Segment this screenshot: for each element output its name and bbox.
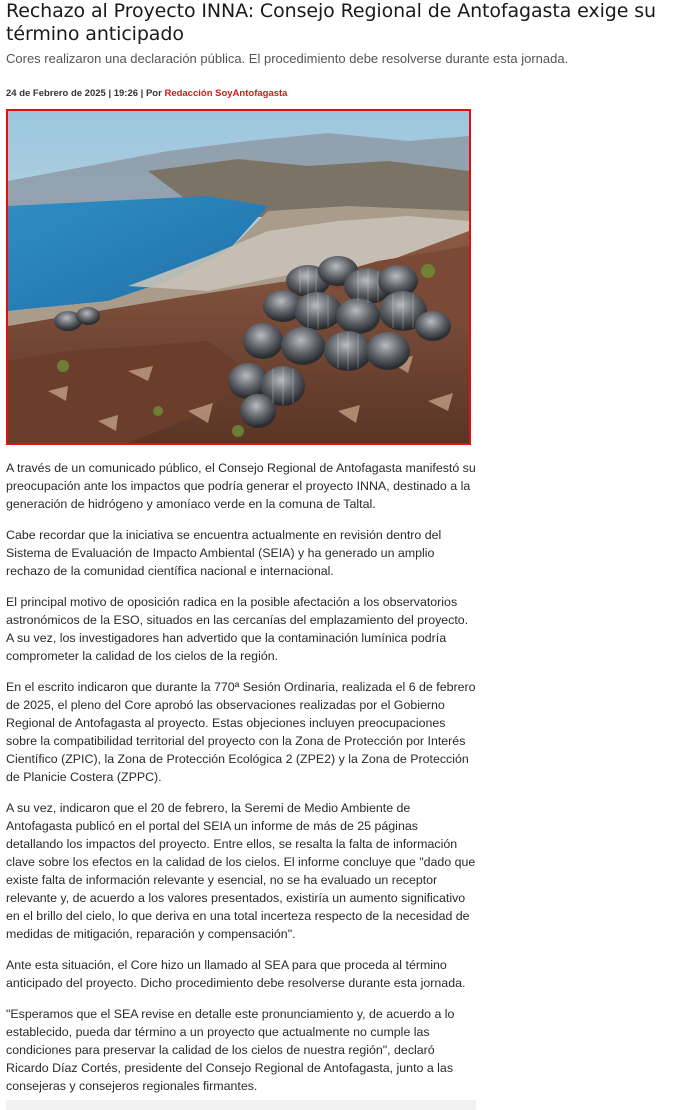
article-title: Rechazo al Proyecto INNA: Consejo Regional de Antofagasta exige su término anticipado (6, 0, 656, 45)
article-paragraph: Ante esta situación, el Core hizo un llamado al SEA para que proceda al término anticipado del proyecto. Dicho procedimiento debe resolverse durante esta jornada. (6, 958, 466, 990)
article-paragraph: Cabe recordar que la iniciativa se encuentra actualmente en revisión dentro del Sistema de Evaluación de Impacto Ambiental (SEIA) y ha generado un amplio rechazo de la comunidad científica nacional e internacional. (6, 528, 442, 578)
article-date-time: 24 de Febrero de 2025 | 19:26 | Por (6, 88, 162, 99)
article-lead: Cores realizaron una declaración pública. El procedimiento debe resolverse durante esta jornada. (6, 51, 569, 66)
article-paragraph: En el escrito indicaron que durante la 770ª Sesión Ordinaria, realizada el 6 de febrero de 2025, el pleno del Core aprobó las observaciones realizadas por el Gobierno Regional de Antofagasta al proyecto. Estas objeciones incluyen preocupaciones sobre la compatibilidad territorial del proyecto con la Zona de Protección por Interés Científico (ZPIC), la Zona de Protección Ecológica 2 (ZPE2) y la Zona de Protección de Planicie Costera (ZPPC). (6, 680, 476, 784)
article-paragraph: A su vez, indicaron que el 20 de febrero, la Seremi de Medio Ambiente de Antofagasta publicó en el portal del SEIA un informe de más de 25 páginas detallando los impactos del proyecto. Entre ellos, se resalta la falta de información clave sobre los efectos en la calidad de los cielos. El informe concluye que "dado que existe falta de información relevante y esencial, no se ha evaluado un receptor relevante y, de acuerdo a los valores presentados, existiría un aumento significativo en el brillo del cielo, lo que deriva en una total incerteza respecto de la necesidad de medidas de mitigación, reparación y compensación". (6, 801, 476, 941)
coastal-cactus-landscape-image (8, 111, 469, 443)
article-body (6, 459, 476, 1095)
article-paragraph: A través de un comunicado público, el Consejo Regional de Antofagasta manifestó su preocupación ante los impactos que podría generar el proyecto INNA, destinado a la generación de hidrógeno y amoníaco verde en la comuna de Taltal. (6, 461, 476, 511)
article-paragraph: "Esperamos que el SEA revise en detalle este pronunciamiento y, de acuerdo a lo establecido, pueda dar término a un proyecto que actualmente no cumple las condiciones para preservar la calidad de los cielos de nuestra región", declaró Ricardo Díaz Cortés, presidente del Consejo Regional de Antofagasta, junto a las consejeras y consejeros regionales firmantes. (6, 1007, 455, 1093)
article-meta (6, 88, 694, 99)
article-paragraph: El principal motivo de oposición radica en la posible afectación a los observatorios astronómicos de la ESO, situados en las cercanías del emplazamiento del proyecto. A su vez, los investigadores han advertido que la contaminación lumínica podría comprometer la calidad de los cielos de la región. (6, 595, 469, 663)
bottom-fade-divider (6, 1100, 476, 1110)
article-author-link[interactable]: Redacción SoyAntofagasta (164, 88, 288, 99)
article-photo (6, 109, 471, 445)
